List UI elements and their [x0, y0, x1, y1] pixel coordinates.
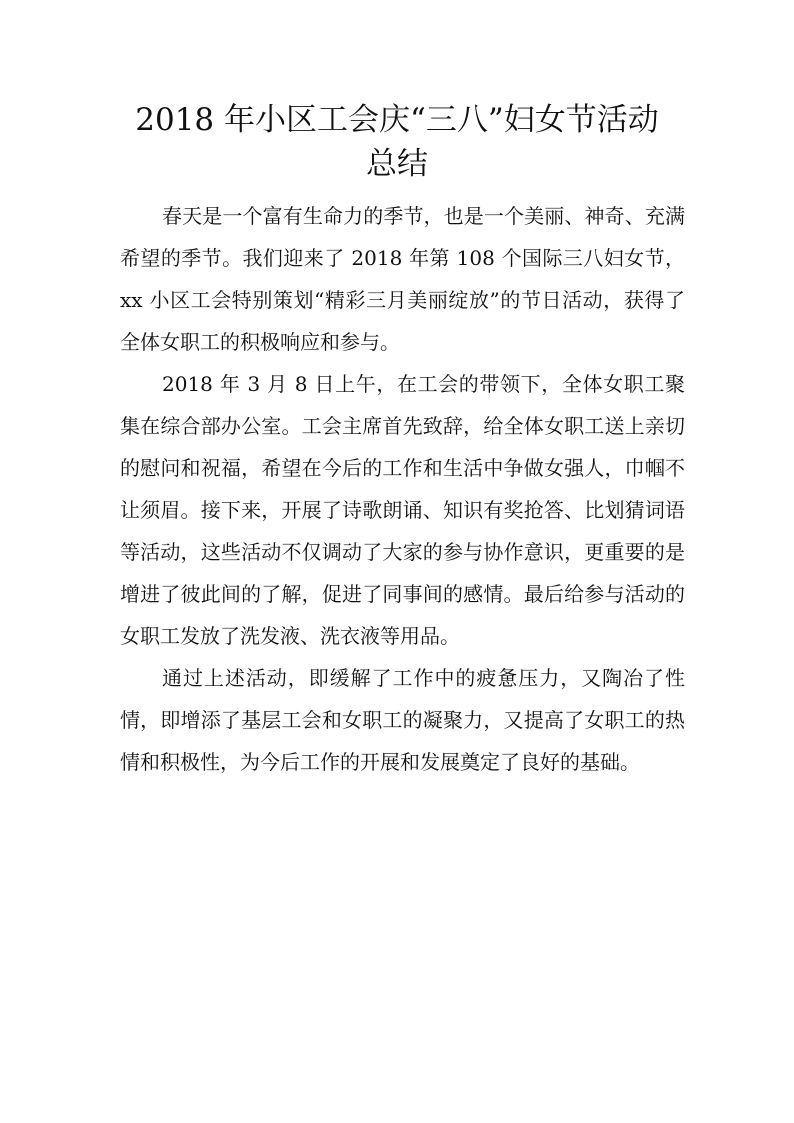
document-title — [100, 98, 694, 186]
document-body — [120, 195, 685, 783]
title-line-2: 总结 — [366, 146, 428, 182]
paragraph-3: 通过上述活动，即缓解了工作中的疲惫压力，又陶冶了性情，即增添了基层工会和女职工的凝聚力，又提高了女职工的热情和积极性，为今后工作的开展和发展奠定了良好的基础。 — [120, 666, 685, 774]
paragraph-2: 2018 年 3 月 8 日上午，在工会的带领下，全体女职工聚集在综合部办公室。工会主席首先致辞，给全体女职工送上亲切的慰问和祝福，希望在今后的工作和生活中争做女强人，巾帼不让须眉。接下来，开展了诗歌朗诵、知识有奖抢答、比划猜词语等活动，这些活动不仅调动了大家的参与协作意识，更重要的是增进了彼此间的了解，促进了同事间的感情。最后给参与活动的女职工发放了洗发液、洗衣液等用品。 — [120, 372, 685, 648]
title-line-1: 2018 年小区工会庆“三八”妇女节活动 — [135, 102, 659, 138]
paragraph-1: 春天是一个富有生命力的季节，也是一个美丽、神奇、充满希望的季节。我们迎来了 2018 年第 108 个国际三八妇女节，xx 小区工会特别策划“精彩三月美丽绽放”的节日活动，获得了全体女职工的积极响应和参与。 — [120, 204, 685, 354]
